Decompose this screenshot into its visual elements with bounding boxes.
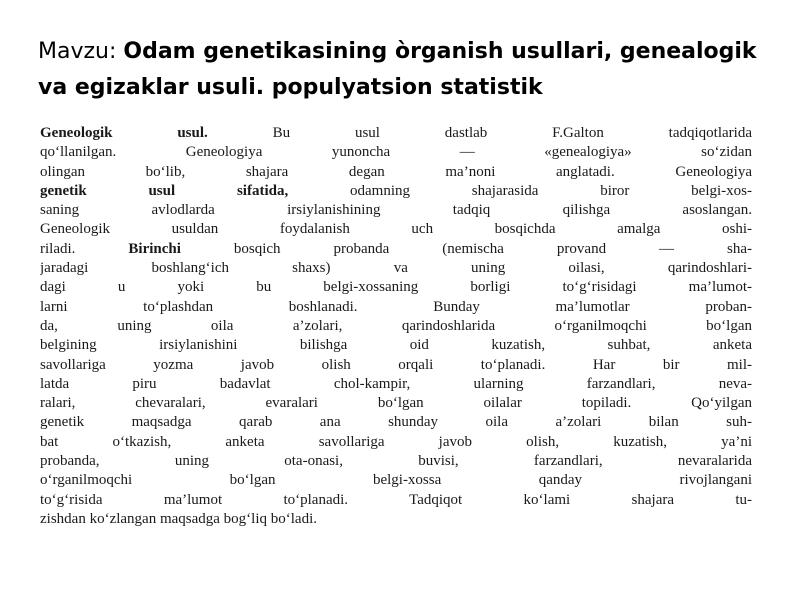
line-text: latda piru badavlat chol-kampir, ularning farzandlari, neva-	[40, 375, 752, 392]
line-text: to‘g‘risida ma’lumot to‘planadi. Tadqiqot ko‘lami shajara tu-	[40, 491, 752, 508]
line-text: jaradagi boshlang‘ich shaxs) va uning oilasi, qarindoshlari-	[40, 260, 752, 277]
text-line	[40, 394, 752, 413]
line-text: o‘rganilmoqchi bo‘lgan belgi-xossa qanday rivojlangani	[40, 472, 752, 489]
line-text: da, uning oila a’zolari, qarindoshlarida o‘rganilmoqchi bo‘lgan	[40, 317, 752, 334]
title-main: Odam genetikasining òrganish usullari, genealogik va egizaklar usuli. populyatsion statistik	[38, 39, 757, 100]
line-text: bosqich probanda (nemischa provand — sha-	[180, 240, 752, 257]
text-line	[40, 298, 752, 317]
text-line	[40, 201, 752, 220]
line-text: larni to‘plashdan boshlanadi. Bunday ma’lumotlar proban-	[40, 298, 752, 315]
line-text: bat o‘tkazish, anketa savollariga javob olish, kuzatish, ya’ni	[40, 433, 752, 450]
bold-term: Birinchi	[128, 240, 181, 257]
line-text: olingan bo‘lib, shajara degan ma’noni anglatadi. Geneologiya	[40, 163, 752, 180]
line-text: saning avlodlarda irsiylanishining tadqiq qilishga asoslangan.	[40, 202, 752, 219]
line-text: Bu usul dastlab F.Galton tadqiqotlarida	[207, 125, 752, 141]
text-line	[40, 452, 752, 471]
text-line	[40, 375, 752, 394]
line-text: dagi u yoki bu belgi-xossaning borligi to‘g‘risidagi ma’lumot-	[40, 279, 752, 296]
text-line	[40, 220, 752, 239]
line-text: zishdan ko‘zlangan maqsadga bog‘liq bo‘ladi.	[40, 510, 318, 527]
line-text: genetik maqsadga qarab ana shunday oila a’zolari bilan suh-	[40, 414, 752, 431]
scanned-text-image	[40, 124, 752, 529]
line-text: riladi.	[40, 240, 129, 257]
text-line	[40, 143, 752, 162]
text-line	[40, 259, 752, 278]
line-text: belgining irsiylanishini bilishga oid kuzatish, suhbat, anketa	[40, 337, 752, 354]
text-line	[40, 163, 752, 182]
title-prefix: Mavzu:	[38, 39, 124, 64]
text-line	[40, 356, 752, 375]
text-line	[40, 336, 752, 355]
text-line	[40, 413, 752, 432]
text-line	[40, 510, 752, 529]
text-line	[40, 182, 752, 201]
text-line	[40, 433, 752, 452]
line-text: qo‘llanilgan. Geneologiya yunoncha — «genealogiya» so‘zidan	[40, 144, 752, 161]
line-text: odamning shajarasida biror belgi-xos-	[288, 182, 752, 199]
text-line	[40, 317, 752, 336]
bold-term: genetik usul sifatida,	[40, 182, 289, 199]
line-text: Geneologik usuldan foydalanish uch bosqichda amalga oshi-	[40, 221, 752, 238]
line-text: probanda, uning ota-onasi, buvisi, farzandlari, nevaralarida	[40, 453, 752, 470]
text-line	[40, 240, 752, 259]
line-text: savollariga yozma javob olish orqali to‘planadi. Har bir mil-	[40, 356, 752, 373]
slide-title	[38, 34, 758, 106]
text-line	[40, 471, 752, 490]
text-line	[40, 124, 752, 143]
bold-term: Geneologik usul.	[40, 125, 208, 141]
line-text: ralari, chevaralari, evaralari bo‘lgan oilalar topiladi. Qo‘yilgan	[40, 395, 752, 412]
text-line	[40, 278, 752, 297]
text-line	[40, 491, 752, 510]
